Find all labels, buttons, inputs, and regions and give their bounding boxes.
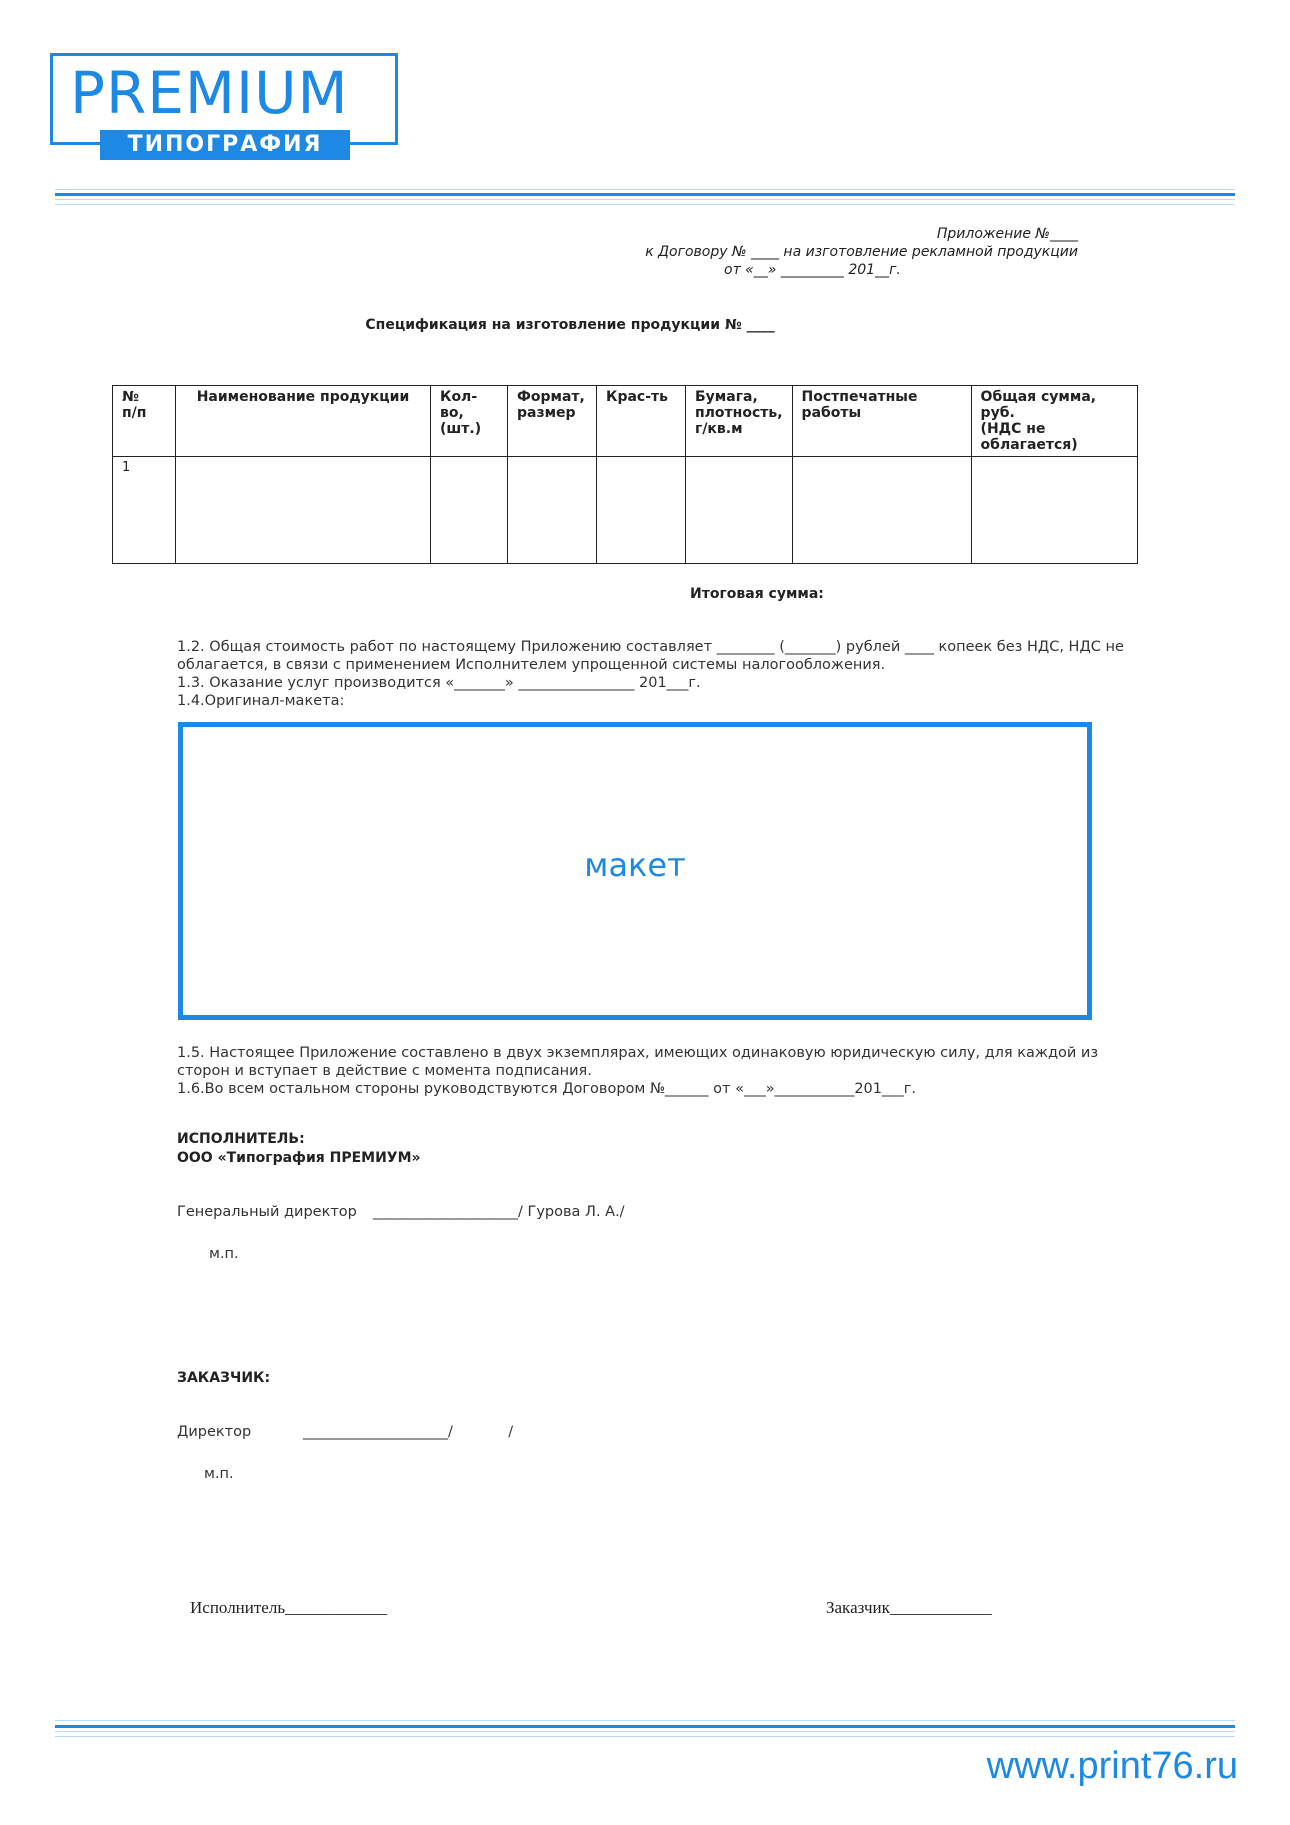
layout-placeholder-label: макет — [584, 846, 686, 884]
clause-1-2-line1: 1.2. Общая стоимость работ по настоящему Приложению составляет ________ (_______) рублей ____ копеек без НДС, НДС не — [177, 639, 1124, 655]
customer-role: Директор — [177, 1424, 252, 1440]
logo-subtitle: ТИПОГРАФИЯ — [100, 130, 350, 160]
cell-postpress — [792, 457, 971, 564]
executor-label: ИСПОЛНИТЕЛЬ: — [177, 1131, 305, 1147]
bottom-rule-thin-2 — [55, 1731, 1235, 1732]
col-colors: Крас-ть — [597, 386, 686, 457]
bottom-executor-signature: Исполнитель____________ — [190, 1598, 388, 1617]
cell-paper — [686, 457, 793, 564]
website-url: www.print76.ru — [986, 1745, 1238, 1787]
top-rule-thin-2 — [55, 199, 1235, 200]
table-header-row — [113, 386, 1138, 457]
customer-signature-line: ____________________/ / — [303, 1424, 514, 1440]
specification-table — [112, 385, 1138, 564]
bottom-customer-signature: Заказчик____________ — [826, 1598, 992, 1617]
bottom-rule-thin-3 — [55, 1736, 1235, 1737]
appendix-number: Приложение №____ — [936, 226, 1078, 242]
col-total: Общая сумма, руб. (НДС не облагается) — [971, 386, 1137, 457]
clause-1-6: 1.6.Во всем остальном стороны руководствуются Договором №______ от «___»___________201___г. — [177, 1081, 916, 1097]
bottom-rule-thin — [55, 1720, 1235, 1721]
executor-stamp: м.п. — [209, 1246, 239, 1262]
clause-1-3: 1.3. Оказание услуг производится «_______» ________________ 201___г. — [177, 675, 701, 691]
customer-label: ЗАКАЗЧИК: — [177, 1370, 271, 1386]
col-product-name: Наименование продукции — [176, 386, 431, 457]
clause-1-2-line2: облагается, в связи с применением Исполнителем упрощенной системы налогообложения. — [177, 657, 886, 673]
cell-number: 1 — [113, 457, 176, 564]
executor-signature-line: ____________________/ Гурова Л. А./ — [373, 1204, 625, 1220]
bottom-rule-thick — [55, 1725, 1235, 1728]
top-rule-thick — [55, 193, 1235, 196]
page-title: Спецификация на изготовление продукции № ____ — [365, 317, 775, 333]
customer-stamp: м.п. — [204, 1466, 234, 1482]
executor-organization: ООО «Типография ПРЕМИУМ» — [177, 1150, 421, 1166]
cell-format — [508, 457, 597, 564]
col-format: Формат, размер — [508, 386, 597, 457]
cell-total — [971, 457, 1137, 564]
cell-product-name — [176, 457, 431, 564]
table-row — [113, 457, 1138, 564]
col-quantity: Кол-во, (шт.) — [431, 386, 508, 457]
executor-role: Генеральный директор — [177, 1204, 357, 1220]
col-postpress: Постпечатные работы — [792, 386, 971, 457]
cell-colors — [597, 457, 686, 564]
top-rule-thin-3 — [55, 204, 1235, 205]
clause-1-5-line2: сторон и вступает в действие с момента подписания. — [177, 1063, 592, 1079]
top-rule-thin — [55, 189, 1235, 190]
contract-reference: к Договору № ____ на изготовление рекламной продукции — [645, 244, 1078, 260]
total-sum-label: Итоговая сумма: — [690, 586, 824, 602]
logo-word: PREMIUM — [70, 59, 349, 127]
col-paper: Бумага, плотность, г/кв.м — [686, 386, 793, 457]
cell-quantity — [431, 457, 508, 564]
clause-1-5-line1: 1.5. Настоящее Приложение составлено в двух экземплярах, имеющих одинаковую юридическую силу, для каждой из — [177, 1045, 1099, 1061]
col-number: № п/п — [113, 386, 176, 457]
contract-date: от «__» _________ 201__г. — [724, 262, 901, 278]
clause-1-4: 1.4.Оригинал-макета: — [177, 693, 345, 709]
